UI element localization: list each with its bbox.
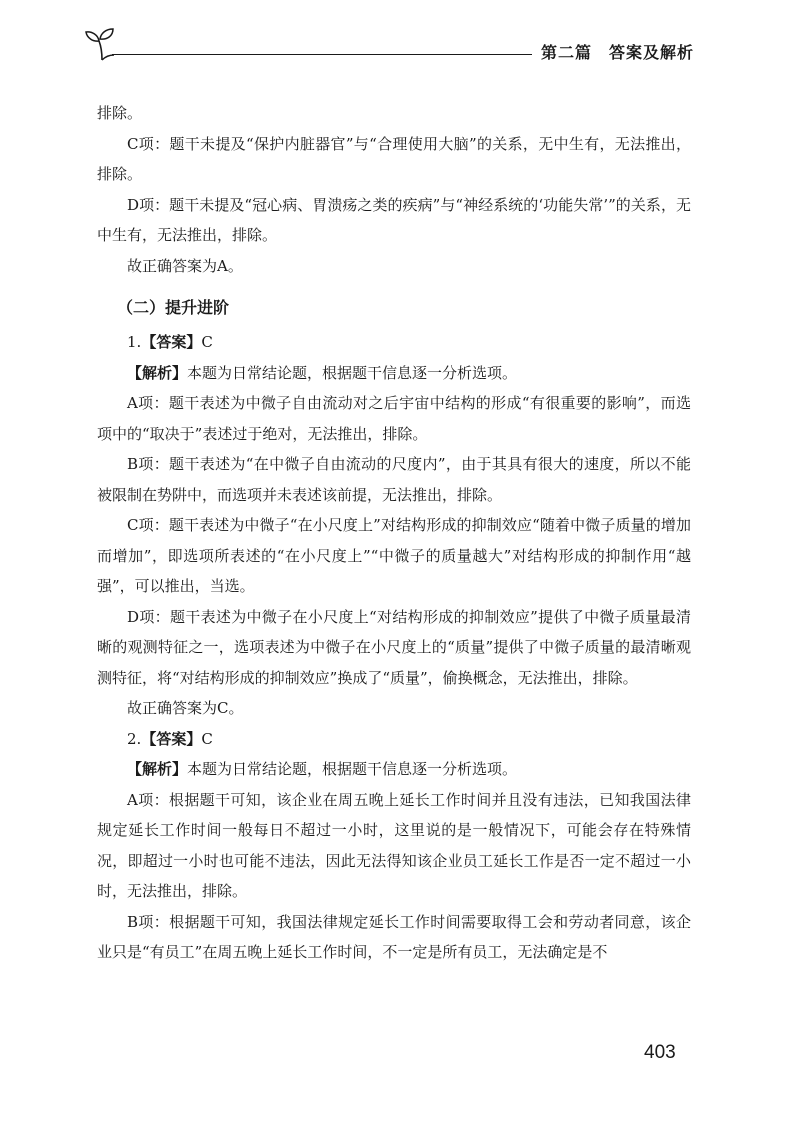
paragraph: D项：题干未提及“冠心病、胃溃疡之类的疾病”与“神经系统的‘功能失常’”的关系，无中生有，无法推出，排除。 <box>97 195 691 244</box>
analysis-text: 本题为日常结论题，根据题干信息逐一分析选项。 <box>187 760 518 778</box>
paragraph: 故正确答案为A。 <box>127 256 243 275</box>
answer-label: 【答案】 <box>141 333 202 351</box>
header-rule <box>112 54 532 55</box>
sprout-icon <box>82 24 122 64</box>
answer-value: C <box>201 333 213 351</box>
analysis-text: 本题为日常结论题，根据题干信息逐一分析选项。 <box>187 363 518 382</box>
option-paragraph: A项：根据题干可知，该企业在周五晚上延长工作时间并且没有违法，已知我国法律规定延长工作时间一般每日不超过一小时，这里说的是一般情况下，可能会存在特殊情况，即超过一小时也可能不违法，因此无法得知该企业员工延长工作是否一定不超过一小时，无法推出，排除。 <box>97 790 691 900</box>
answer-value: C <box>201 729 213 748</box>
chapter-title: 第二篇 答案及解析 <box>541 43 695 62</box>
paragraph: 排除。 <box>97 104 143 122</box>
option-paragraph: A项：题干表述为中微子自由流动对之后宇宙中结构的形成“有很重要的影响”，而选项中的“取决于”表述过于绝对，无法推出，排除。 <box>97 394 691 443</box>
analysis-label: 【解析】 <box>127 760 188 778</box>
answer-label: 【答案】 <box>141 729 202 748</box>
q2-analysis-line <box>97 754 691 785</box>
page-number: 403 <box>644 1042 676 1063</box>
page-header <box>0 0 800 80</box>
option-paragraph: D项：题干表述为中微子在小尺度上“对结构形成的抑制效应”提供了中微子质量最清晰的观测特征之一，选项表述为中微子在小尺度上的“质量”提供了中微子质量的最清晰观测特征，将“对结构形成的抑制效应”换成了“质量”，偷换概念，无法推出，排除。 <box>97 607 691 687</box>
section-heading: （二）提升进阶 <box>117 298 230 317</box>
question-number: 2. <box>127 729 142 748</box>
option-paragraph: B项：根据题干可知，我国法律规定延长工作时间需要取得工会和劳动者同意，该企业只是“有员工”在周五晚上延长工作时间，不一定是所有员工，无法确定是不 <box>97 912 691 961</box>
option-paragraph: C项：题干表述为中微子“在小尺度上”对结构形成的抑制效应“随着中微子质量的增加而增加”，即选项所表述的“在小尺度上”“中微子的质量越大”对结构形成的抑制作用“越强”，可以推出，当选。 <box>97 516 691 595</box>
option-paragraph: B项：题干表述为“在中微子自由流动的尺度内”，由于其具有很大的速度，所以不能被限制在势阱中，而选项并未表述该前提，无法推出，排除。 <box>97 455 691 504</box>
analysis-label: 【解析】 <box>127 363 188 382</box>
q1-answer-line <box>97 327 691 358</box>
page-content <box>97 98 691 968</box>
q2-answer-line <box>97 724 691 755</box>
question-number: 1. <box>127 333 142 351</box>
conclusion: 故正确答案为C。 <box>127 699 244 717</box>
q1-analysis-line <box>97 358 691 389</box>
paragraph: C项：题干未提及“保护内脏器官”与“合理使用大脑”的关系，无中生有，无法推出，排除。 <box>97 134 691 183</box>
